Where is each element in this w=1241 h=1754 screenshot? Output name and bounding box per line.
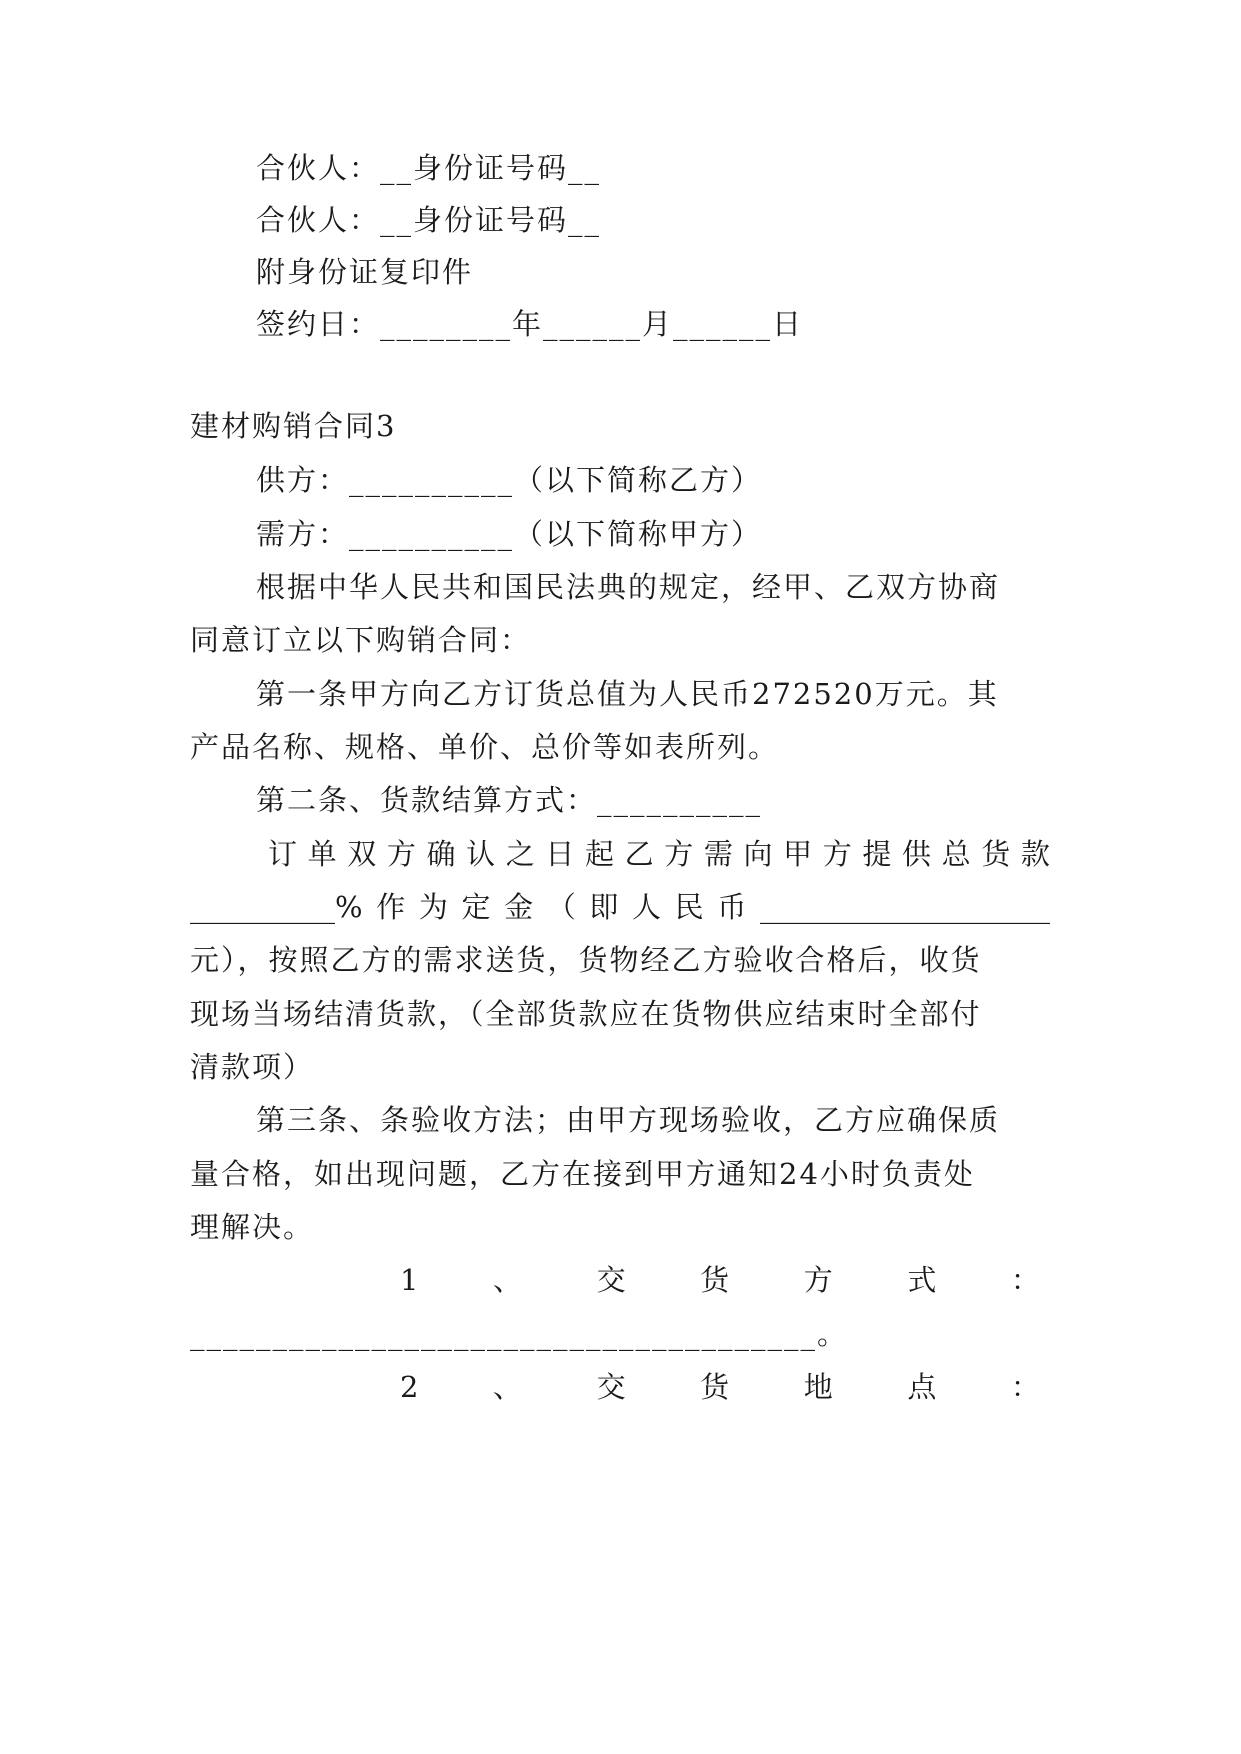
article-3-line-2: 量合格，如出现问题，乙方在接到甲方通知24小时负责处 (190, 1157, 975, 1191)
supplier-line: 供方：__________（以下简称乙方） (256, 463, 763, 497)
preamble-line-1: 根据中华人民共和国民法典的规定，经甲、乙双方协商 (256, 570, 1001, 604)
attachment-note: 附身份证复印件 (256, 255, 474, 289)
item-1-value: ______________________________________。 (190, 1317, 849, 1351)
sign-date-line: 签约日：________年______月______日 (256, 307, 804, 341)
preamble-line-2: 同意订立以下购销合同： (190, 623, 532, 657)
item-1-label: 1 、 交 货 方 式 ： (400, 1263, 1040, 1297)
article-1-line-2: 产品名称、规格、单价、总价等如表所列。 (190, 730, 780, 764)
article-3-line-3: 理解决。 (190, 1210, 315, 1244)
partner-2-line: 合伙人：__身份证号码__ (256, 203, 602, 237)
article-2-line-5: 清款项） (190, 1050, 315, 1084)
article-3-line-1: 第三条、条验收方法；由甲方现场验收，乙方应确保质 (256, 1103, 1001, 1137)
partner-1-line: 合伙人：__身份证号码__ (256, 151, 602, 185)
item-2-label: 2 、 交 货 地 点 ： (400, 1370, 1040, 1404)
article-2-line-2: __________% 作 为 定 金 （ 即 人 民 币 ____________________ (190, 890, 1050, 924)
article-2-heading: 第二条、货款结算方式：__________ (256, 783, 763, 817)
article-1-line-1: 第一条甲方向乙方订货总值为人民币272520万元。其 (256, 677, 999, 711)
article-2-line-3: 元），按照乙方的需求送货，货物经乙方验收合格后，收货 (190, 943, 982, 977)
contract-title: 建材购销合同3 (190, 409, 397, 443)
buyer-line: 需方：__________（以下简称甲方） (256, 517, 763, 551)
article-2-line-4: 现场当场结清货款，（全部货款应在货物供应结束时全部付 (190, 997, 982, 1031)
article-2-line-1: 订 单 双 方 确 认 之 日 起 乙 方 需 向 甲 方 提 供 总 货 款 (268, 837, 1050, 871)
